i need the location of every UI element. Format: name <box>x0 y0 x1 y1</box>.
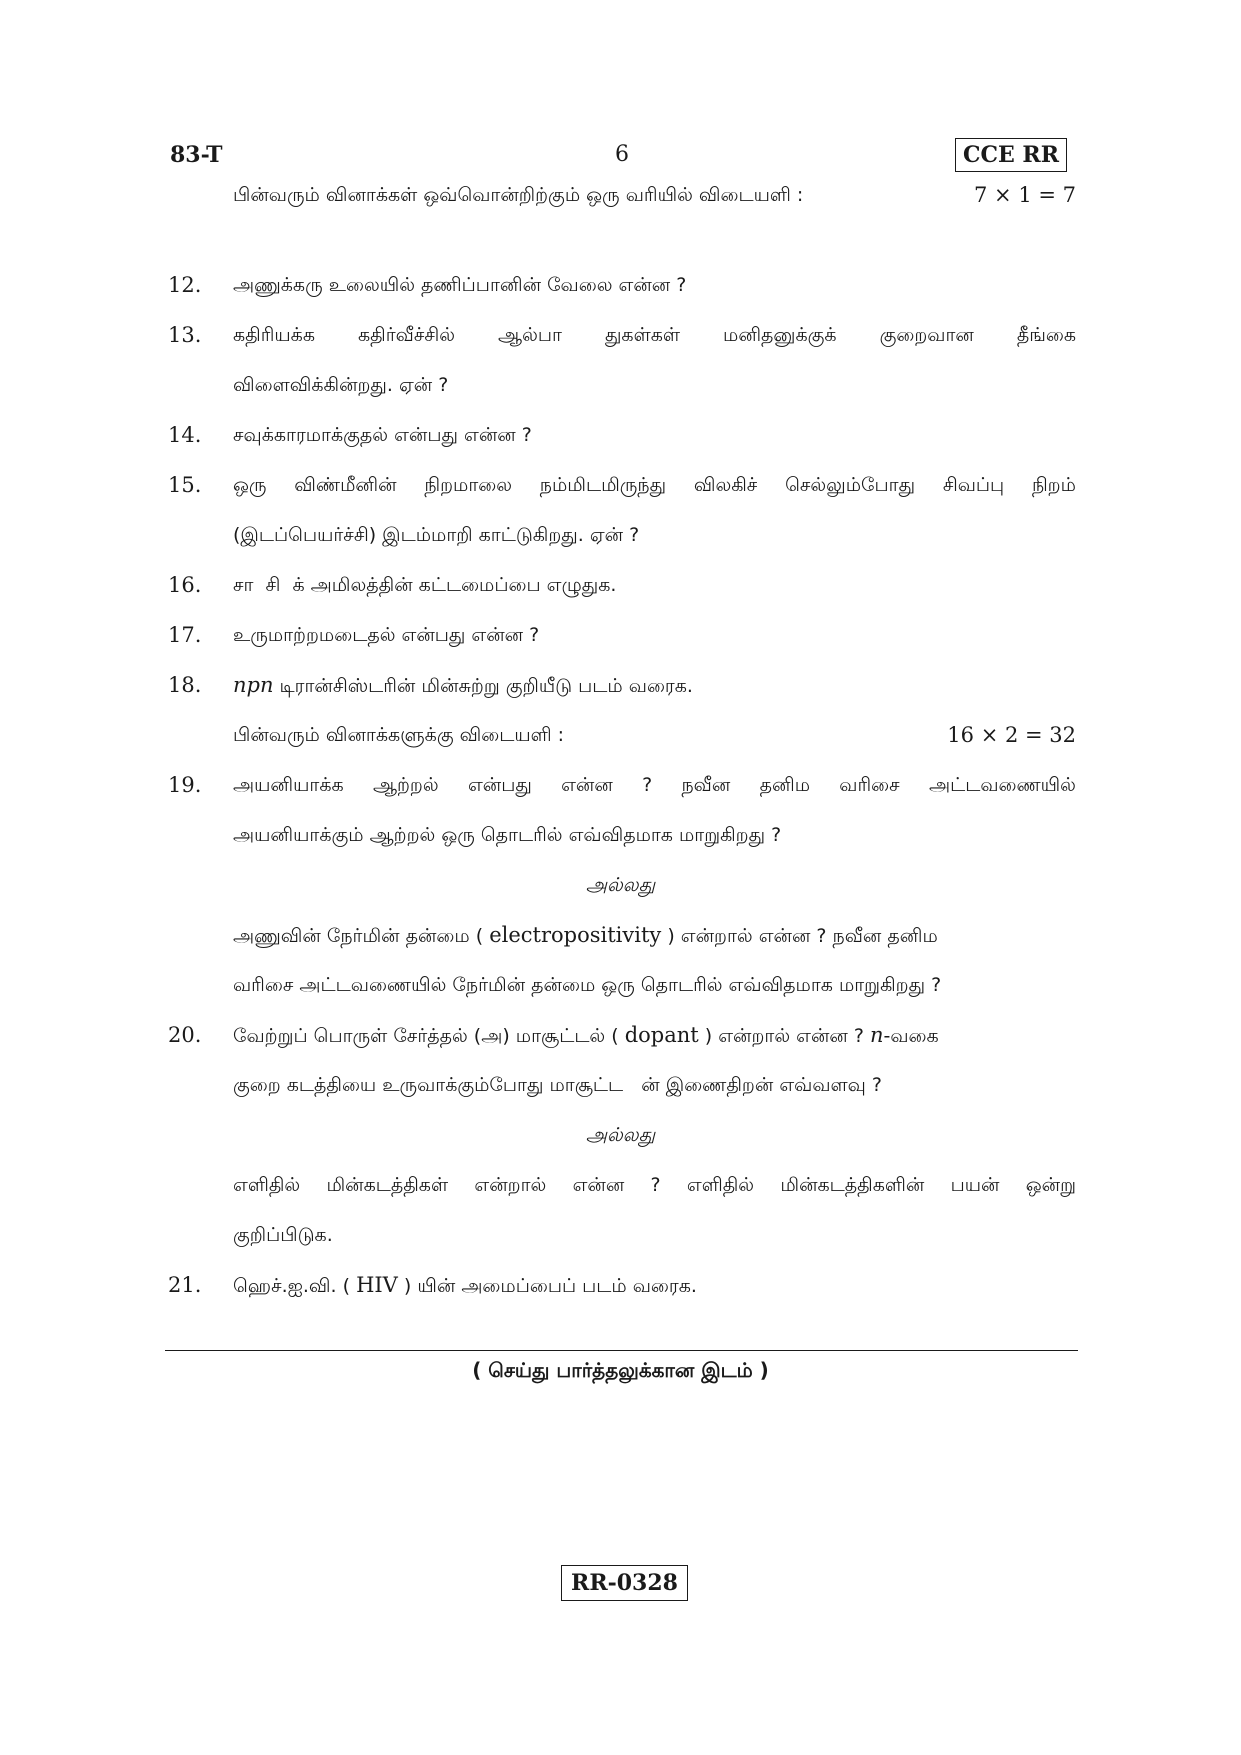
word: பயன் <box>950 1174 1000 1196</box>
word: ? <box>650 1174 661 1196</box>
question-13-line1 <box>233 322 1076 348</box>
text-part: ) என்றால் என்ன ? நவீன தனிம <box>661 925 938 947</box>
question-20-alt-line1 <box>233 1172 1076 1198</box>
word: கதிரியக்க <box>233 324 315 346</box>
text-part: ) யின் அமைப்பைப் படம் வரைக. <box>397 1275 697 1297</box>
question-20-line1 <box>233 1022 1076 1049</box>
section1-instruction: பின்வரும் வினாக்கள் ஒவ்வொன்றிற்கும் ஒரு வரியில் விடையளி : <box>233 184 804 206</box>
question-19-line2: அயனியாக்கும் ஆற்றல் ஒரு தொடரில் எவ்விதமாக மாறுகிறது ? <box>233 824 782 846</box>
n-term: n <box>869 1023 884 1047</box>
word: விண்மீனின் <box>294 474 397 496</box>
word: மின்கடத்திகளின் <box>780 1174 925 1196</box>
word: ஒரு <box>233 474 267 496</box>
question-19-line1 <box>233 772 1076 798</box>
word: விலகிச் <box>693 474 758 496</box>
word: மின்கடத்திகள் <box>326 1174 449 1196</box>
word: தனிம <box>759 774 810 796</box>
word: என்ன <box>572 1174 625 1196</box>
english-term: electropositivity <box>489 923 662 947</box>
question-14-text: சவுக்காரமாக்குதல் என்பது என்ன ? <box>233 424 532 446</box>
word: செல்லும்போது <box>785 474 916 496</box>
english-term: HIV <box>356 1273 398 1297</box>
question-15-line1 <box>233 472 1076 498</box>
paper-code: 83-T <box>170 142 223 168</box>
footer-code: RR-0328 <box>571 1570 678 1596</box>
series-label: CCE RR <box>962 142 1059 168</box>
question-number: 16. <box>168 573 202 597</box>
english-term: dopant <box>624 1023 699 1047</box>
divider-line <box>165 1350 1078 1351</box>
text-part: -வகை <box>883 1025 939 1047</box>
question-17-text: உருமாற்றமடைதல் என்பது என்ன ? <box>233 624 540 646</box>
question-13-line2: விளைவிக்கின்றது. ஏன் ? <box>233 374 449 396</box>
rough-work-label: ( செய்து பார்த்தலுக்கான இடம் ) <box>472 1358 769 1382</box>
word: ஒன்று <box>1025 1174 1076 1196</box>
word: எளிதில் <box>686 1174 755 1196</box>
question-number: 15. <box>168 473 202 497</box>
question-number: 21. <box>168 1273 202 1297</box>
question-16-text: சா சி க் அமிலத்தின் கட்டமைப்பை எழுதுக. <box>233 574 617 596</box>
question-19-alt-line1 <box>233 922 1076 949</box>
question-15-line2: (இடப்பெயர்ச்சி) இடம்மாறி காட்டுகிறது. ஏன் ? <box>233 524 640 546</box>
word: அட்டவணையில் <box>928 774 1076 796</box>
word: குறைவான <box>879 324 974 346</box>
word: நிறமாலை <box>424 474 512 496</box>
question-number: 18. <box>168 673 202 697</box>
word: என்பது <box>467 774 532 796</box>
question-number: 13. <box>168 323 202 347</box>
section2-marks: 16 × 2 = 32 <box>947 723 1076 747</box>
section2-instruction: பின்வரும் வினாக்களுக்கு விடையளி : <box>233 724 565 746</box>
text-part: ஹெச்.ஐ.வி. ( <box>233 1275 357 1297</box>
page-number: 6 <box>615 142 629 167</box>
text-part: அணுவின் நேர்மின் தன்மை ( <box>233 925 490 947</box>
question-number: 17. <box>168 623 202 647</box>
word: நம்மிடமிருந்து <box>539 474 667 496</box>
series-box <box>955 138 1067 172</box>
footer-code-box <box>561 1565 688 1601</box>
word: தீங்கை <box>1016 324 1076 346</box>
question-19-alt-line2: வரிசை அட்டவணையில் நேர்மின் தன்மை ஒரு தொடரில் எவ்விதமாக மாறுகிறது ? <box>233 974 942 996</box>
word: என்றால் <box>474 1174 547 1196</box>
question-number: 12. <box>168 273 202 297</box>
question-18-text <box>233 672 1076 699</box>
word: என்ன <box>561 774 613 796</box>
section1-marks: 7 × 1 = 7 <box>974 183 1076 207</box>
or-label: அல்லது <box>585 1124 656 1146</box>
text-part: வேற்றுப் பொருள் சேர்த்தல் (அ) மாசூட்டல் ( <box>233 1025 625 1047</box>
word: ஆற்றல் <box>372 774 439 796</box>
question-20-line2: குறை கடத்தியை உருவாக்கும்போது மாசூட்ட ன் இணைதிறன் எவ்வளவு ? <box>233 1074 882 1096</box>
question-12-text: அணுக்கரு உலையில் தணிப்பானின் வேலை என்ன ? <box>233 274 687 296</box>
word: துகள்கள் <box>604 324 681 346</box>
word: ஆல்பா <box>498 324 562 346</box>
word: வரிசை <box>839 774 900 796</box>
question-18-body: டிரான்சிஸ்டரின் மின்சுற்று குறியீடு படம் வரைக. <box>273 675 693 697</box>
word: மனிதனுக்குக் <box>723 324 837 346</box>
word: சிவப்பு <box>942 474 1005 496</box>
word: நவீன <box>681 774 731 796</box>
word: அயனியாக்க <box>233 774 344 796</box>
word: நிறம் <box>1031 474 1076 496</box>
question-21-text <box>233 1272 1076 1299</box>
text-part: ) என்றால் என்ன ? <box>698 1025 870 1047</box>
word: கதிர்வீச்சில் <box>358 324 456 346</box>
question-number: 19. <box>168 773 202 797</box>
word: ? <box>642 774 653 796</box>
npn-term: npn <box>233 673 274 697</box>
question-number: 20. <box>168 1023 202 1047</box>
or-label: அல்லது <box>585 874 656 896</box>
word: எளிதில் <box>233 1174 301 1196</box>
question-number: 14. <box>168 423 202 447</box>
question-20-alt-line2: குறிப்பிடுக. <box>233 1224 333 1246</box>
